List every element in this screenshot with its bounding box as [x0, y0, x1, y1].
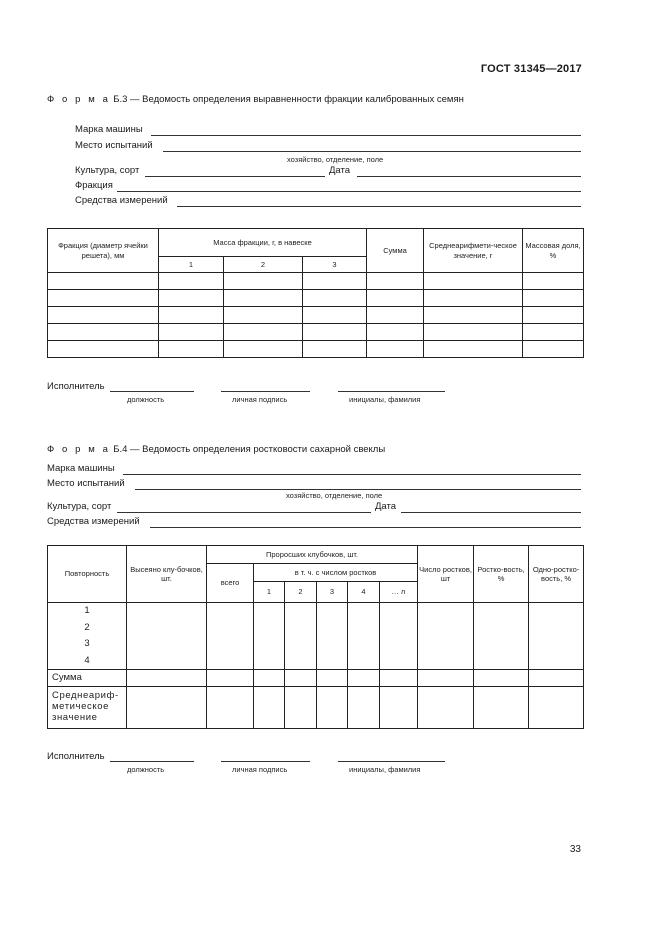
b4-instruments-label: Средства измерений — [47, 516, 140, 527]
b3-machine-label: Марка машины — [75, 124, 143, 135]
form-b4-title — [47, 444, 385, 455]
form-b3-number: Б.3 — [113, 94, 128, 105]
b4-incl-sub-3: 3 — [317, 582, 348, 603]
table-cell[interactable] — [48, 273, 159, 290]
b4-position-field[interactable] — [110, 761, 194, 762]
b3-date-field[interactable] — [357, 176, 581, 177]
b3-sign-caption: личная подпись — [232, 395, 288, 404]
b3-crop-label: Культура, сорт — [75, 165, 140, 176]
b3-col-sum: Сумма — [367, 229, 424, 273]
table-cell[interactable] — [418, 670, 474, 687]
b3-col-share: Массовая доля, % — [523, 229, 584, 273]
b3-col-mean: Среднеарифмети-ческое значение, г — [424, 229, 523, 273]
b3-instruments-label: Средства измерений — [75, 195, 168, 206]
b3-instruments-field[interactable] — [177, 206, 581, 207]
table-cell[interactable] — [254, 670, 285, 687]
form-b3-title-text: — Ведомость определения выравненности фракции калиброванных семян — [130, 94, 464, 105]
table-cell[interactable] — [224, 341, 303, 358]
table-cell[interactable] — [367, 307, 424, 324]
form-b3-prefix: Ф о р м а — [47, 94, 111, 105]
b4-sign-caption: личная подпись — [232, 765, 288, 774]
table-cell[interactable] — [127, 603, 207, 670]
table-row — [48, 324, 584, 341]
table-cell[interactable] — [317, 687, 348, 729]
table-cell[interactable] — [380, 603, 418, 670]
table-cell[interactable] — [367, 273, 424, 290]
table-cell[interactable] — [424, 341, 523, 358]
table-cell[interactable] — [48, 341, 159, 358]
table-row — [48, 307, 584, 324]
form-b4-prefix: Ф о р м а — [47, 444, 111, 455]
table-cell[interactable] — [424, 273, 523, 290]
table-cell[interactable] — [367, 341, 424, 358]
table-cell[interactable] — [317, 603, 348, 670]
b4-sign-field[interactable] — [221, 761, 310, 762]
table-cell[interactable] — [348, 670, 380, 687]
table-cell[interactable] — [474, 687, 529, 729]
table-cell[interactable] — [523, 290, 584, 307]
table-cell[interactable] — [418, 603, 474, 670]
b4-name-field[interactable] — [338, 761, 445, 762]
b4-instruments-field[interactable] — [150, 527, 581, 528]
b3-place-field[interactable] — [163, 151, 581, 152]
table-cell[interactable] — [523, 324, 584, 341]
b4-date-label: Дата — [375, 501, 397, 512]
form-b4-number: Б.4 — [113, 444, 128, 455]
b4-col-incl: в т. ч. с числом ростков — [254, 564, 418, 582]
b3-mass-sub-2: 2 — [224, 257, 303, 273]
table-cell[interactable] — [380, 670, 418, 687]
b4-incl-sub-2: 2 — [285, 582, 317, 603]
b3-date-label: Дата — [329, 165, 351, 176]
table-row — [48, 273, 584, 290]
b4-crop-field[interactable] — [117, 512, 371, 513]
b4-col-sprouts: Число ростков, шт — [418, 546, 474, 603]
b4-position-caption: должность — [127, 765, 165, 774]
table-cell[interactable] — [424, 324, 523, 341]
b4-row-4: 4 — [84, 654, 90, 666]
table-cell[interactable] — [285, 603, 317, 670]
b3-col-fraction: Фракция (диаметр ячейки решета), мм — [48, 229, 159, 273]
b4-place-label: Место испытаний — [47, 478, 125, 489]
table-cell[interactable] — [523, 273, 584, 290]
table-cell[interactable] — [159, 290, 224, 307]
table-cell[interactable] — [424, 307, 523, 324]
table-cell[interactable] — [348, 603, 380, 670]
b4-machine-label: Марка машины — [47, 463, 115, 474]
b3-fraction-label: Фракция — [75, 180, 113, 191]
b4-incl-sub-4: 4 — [348, 582, 380, 603]
b3-machine-field[interactable] — [151, 135, 581, 136]
b4-place-field[interactable] — [135, 489, 581, 490]
b3-mass-sub-3: 3 — [303, 257, 367, 273]
table-cell[interactable] — [474, 603, 529, 670]
table-cell[interactable] — [348, 687, 380, 729]
table-cell[interactable] — [224, 324, 303, 341]
form-b3-title — [47, 94, 464, 105]
b4-col-single: Одно-ростко-вость, % — [529, 546, 584, 603]
table-cell[interactable] — [127, 687, 207, 729]
table-cell[interactable] — [529, 603, 584, 670]
table-cell[interactable] — [159, 324, 224, 341]
table-cell[interactable] — [48, 290, 159, 307]
table-cell[interactable] — [254, 687, 285, 729]
b3-name-field[interactable] — [338, 391, 445, 392]
table-cell[interactable] — [424, 290, 523, 307]
b4-row-2: 2 — [84, 621, 90, 633]
page-number: 33 — [569, 844, 581, 855]
table-cell[interactable] — [367, 290, 424, 307]
table-cell[interactable] — [474, 670, 529, 687]
table-cell[interactable] — [207, 670, 254, 687]
b3-col-mass: Масса фракции, г, в навеске — [159, 229, 367, 257]
table-cell[interactable] — [303, 307, 367, 324]
table-cell[interactable] — [285, 687, 317, 729]
table-cell[interactable] — [303, 324, 367, 341]
b4-date-field[interactable] — [401, 512, 581, 513]
table-row — [48, 603, 584, 670]
b4-col-repeat: Повторность — [48, 546, 127, 603]
table-cell[interactable] — [224, 273, 303, 290]
b3-position-field[interactable] — [110, 391, 194, 392]
b3-name-caption: инициалы, фамилия — [349, 395, 421, 404]
b3-fraction-field[interactable] — [117, 191, 581, 192]
b4-col-germ: Ростко-вость, % — [474, 546, 529, 603]
table-cell[interactable] — [159, 341, 224, 358]
table-cell[interactable] — [367, 324, 424, 341]
b3-position-caption: должность — [127, 395, 165, 404]
table-cell[interactable] — [529, 687, 584, 729]
table-cell[interactable] — [48, 307, 159, 324]
b4-executor-label: Исполнитель — [47, 751, 105, 762]
b4-machine-field[interactable] — [123, 474, 581, 475]
b4-incl-sub-n: … n — [380, 582, 418, 603]
b4-col-sprouted: Проросших клубочков, шт. — [207, 546, 418, 564]
table-cell[interactable] — [224, 307, 303, 324]
b4-row-mean: Среднеариф-метическое значение — [48, 687, 127, 729]
table-cell[interactable] — [303, 341, 367, 358]
form-b4-table — [47, 545, 584, 729]
b4-incl-sub-1: 1 — [254, 582, 285, 603]
b3-sign-field[interactable] — [221, 391, 310, 392]
table-cell[interactable] — [207, 603, 254, 670]
table-cell[interactable] — [303, 290, 367, 307]
b3-executor-label: Исполнитель — [47, 381, 105, 392]
form-b3-table — [47, 228, 584, 358]
b4-row-3: 3 — [84, 638, 90, 649]
b4-repeat-numbers — [48, 603, 127, 670]
table-row — [48, 290, 584, 307]
b4-col-sown: Высеяно клу-бочков, шт. — [127, 546, 207, 603]
table-cell[interactable] — [418, 687, 474, 729]
table-cell[interactable] — [317, 670, 348, 687]
b4-row-1: 1 — [84, 605, 90, 616]
b3-mass-sub-1: 1 — [159, 257, 224, 273]
b4-col-total: всего — [207, 564, 254, 603]
table-cell[interactable] — [529, 670, 584, 687]
b4-row-sum: Сумма — [48, 670, 127, 687]
table-cell[interactable] — [127, 670, 207, 687]
table-row — [48, 670, 584, 687]
table-row — [48, 687, 584, 729]
table-cell[interactable] — [523, 341, 584, 358]
table-cell[interactable] — [159, 273, 224, 290]
table-cell[interactable] — [523, 307, 584, 324]
b3-crop-field[interactable] — [145, 176, 325, 177]
table-cell[interactable] — [254, 603, 285, 670]
standard-number: ГОСТ 31345—2017 — [480, 63, 582, 75]
table-cell[interactable] — [48, 324, 159, 341]
b4-crop-label: Культура, сорт — [47, 501, 112, 512]
table-cell[interactable] — [207, 687, 254, 729]
form-b4-title-text: — Ведомость определения ростковости сахарной свеклы — [130, 444, 386, 455]
table-cell[interactable] — [303, 273, 367, 290]
b3-place-hint: хозяйство, отделение, поле — [287, 155, 384, 164]
table-row — [48, 341, 584, 358]
table-cell[interactable] — [224, 290, 303, 307]
table-cell[interactable] — [159, 307, 224, 324]
table-cell[interactable] — [380, 687, 418, 729]
b4-place-hint: хозяйство, отделение, поле — [286, 491, 383, 500]
b4-name-caption: инициалы, фамилия — [349, 765, 421, 774]
b3-place-label: Место испытаний — [75, 140, 153, 151]
table-cell[interactable] — [285, 670, 317, 687]
